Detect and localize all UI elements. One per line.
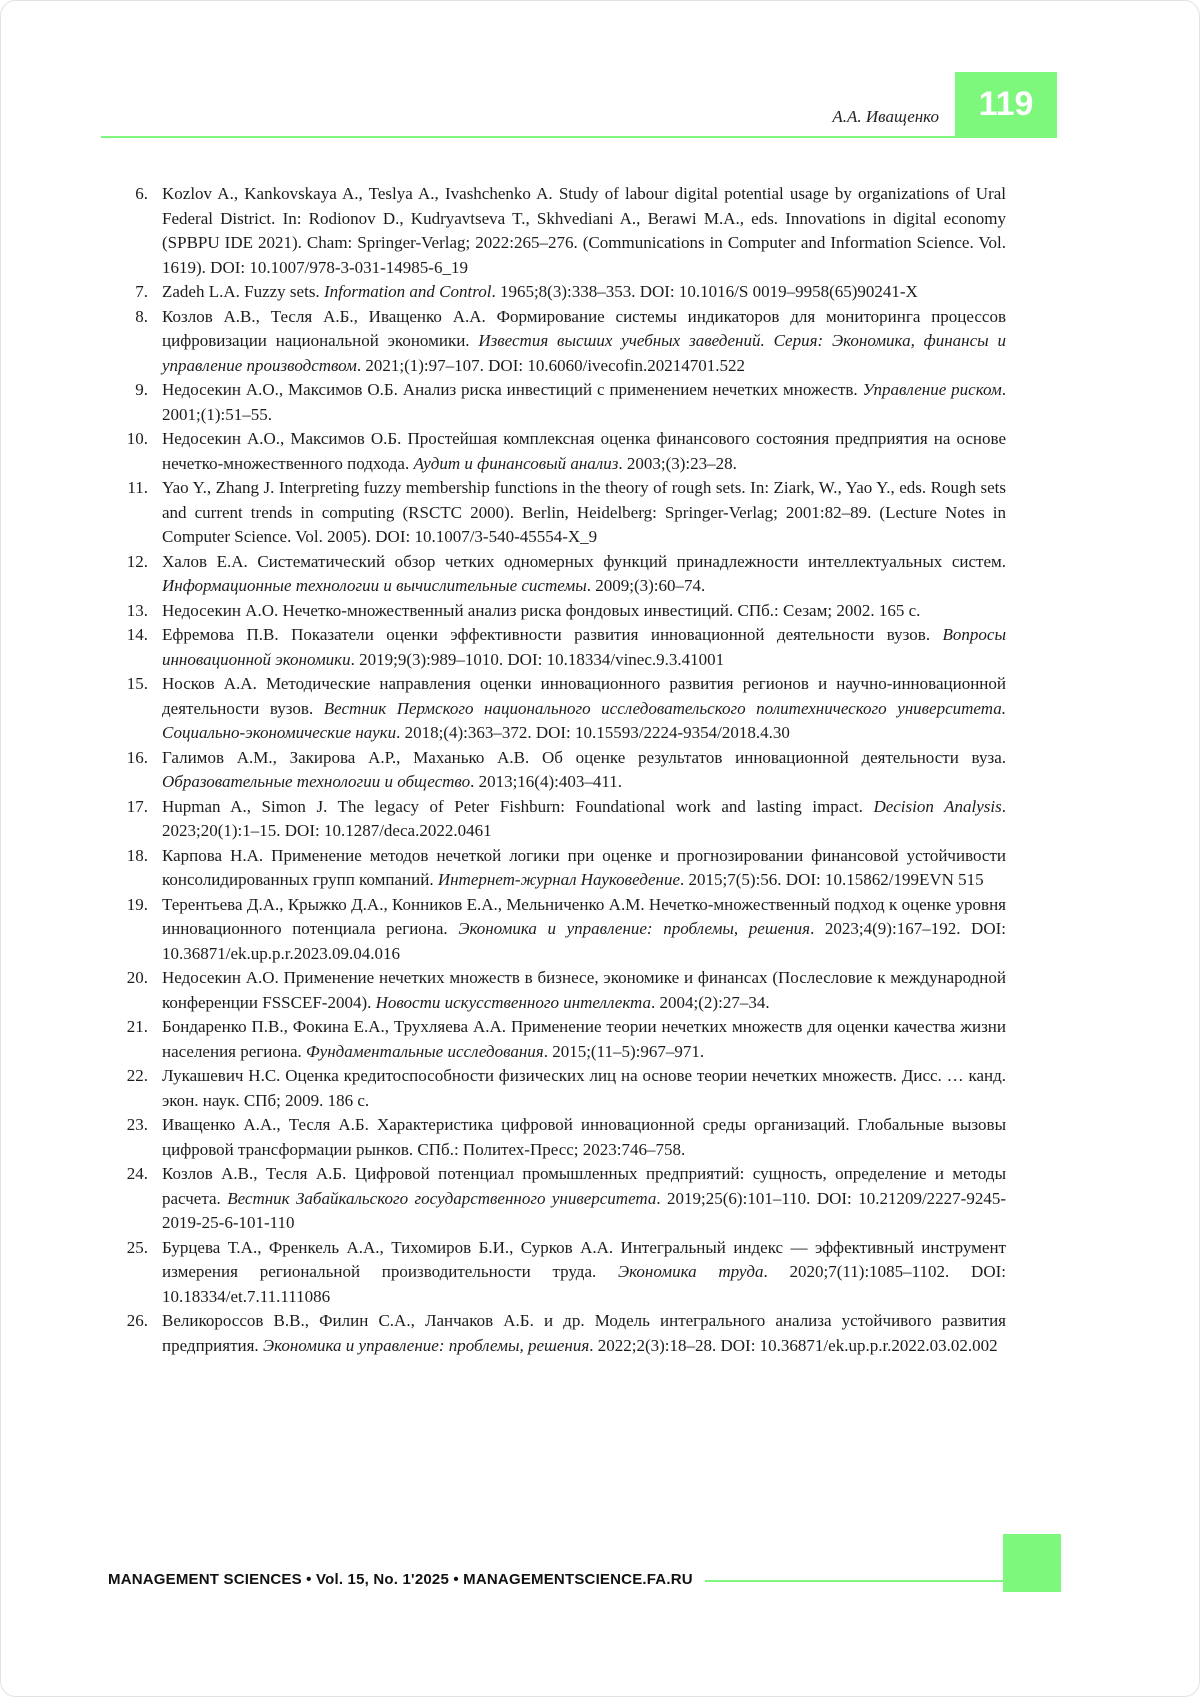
reference-number: 12. (126, 551, 148, 571)
reference-item (108, 893, 1006, 967)
reference-item (108, 378, 1006, 427)
reference-item (108, 1309, 1006, 1358)
reference-text: Галимов А.М., Закирова А.Р., Маханько А.В. Об оценке результатов инновационной деятельности вуза. Образовательные технологии и общество. 2013;16(4):403–411. (162, 747, 1006, 791)
reference-number: 8. (135, 306, 148, 326)
reference-text: Недосекин А.О., Максимов О.Б. Простейшая комплексная оценка финансового состояния предприятия на основе нечетко-множественного подхода. Аудит и финансовый анализ. 2003;(3):23–28. (162, 429, 1006, 473)
reference-number: 14. (126, 625, 148, 644)
reference-text: Козлов А.В., Тесля А.Б. Цифровой потенциал промышленных предприятий: сущность, определение и методы расчета. Вестник Забайкальского государственного университета. 2019;25(6):101–110. DOI: 10.21209/2227-9245-2019-25-6-101-110 (162, 1164, 1006, 1232)
page-number-badge: 119 (955, 72, 1057, 136)
reference-item (108, 1162, 1006, 1236)
reference-item (108, 966, 1006, 1015)
reference-text: Иващенко А.А., Тесля А.Б. Характеристика цифровой инновационной среды организаций. Глобальные вызовы цифровой трансформации рынков. СПб.: Политех-Пресс; 2023:746–758. (162, 1115, 1006, 1159)
reference-item (108, 1113, 1006, 1162)
reference-item (108, 599, 1006, 624)
reference-text: Бондаренко П.В., Фокина Е.А., Трухляева А.А. Применение теории нечетких множеств для оценки качества жизни населения региона. Фундаментальные исследования. 2015;(11–5):967–971. (162, 1017, 1006, 1061)
reference-text: Yao Y., Zhang J. Interpreting fuzzy membership functions in the theory of rough sets. In: Ziark, W., Yao Y., eds. Rough sets and current trends in computing (RSCTC 2000). Berlin, Heidelberg: Springer-Verlag; 2001:82–89. (Lecture Notes in Computer Science. Vol. 2005). DOI: 10.1007/3-540-45554-X_9 (162, 478, 1006, 546)
reference-number: 10. (126, 429, 148, 448)
reference-number: 22. (126, 1066, 148, 1085)
reference-item (108, 844, 1006, 893)
reference-text: Великороссов В.В., Филин С.А., Ланчаков А.Б. и др. Модель интегрального анализа устойчивого развития предприятия. Экономика и управление: проблемы, решения. 2022;2(3):18–28. DOI: 10.36871/ek.up.p.r.2022.03.02.002 (162, 1311, 1006, 1355)
reference-number: 23. (126, 1115, 148, 1134)
reference-text: Kozlov A., Kankovskaya A., Teslya A., Ivashchenko A. Study of labour digital potential usage by organizations of Ural Federal District. In: Rodionov D., Kudryavtseva T., Skhvediani A., Berawi M.A., eds. Innovations in digital economy (SPBPU IDE 2021). Cham: Springer-Verlag; 2022:265–276. (Communications in Computer and Information Science. Vol. 1619). DOI: 10.1007/978-3-031-14985-6_19 (162, 184, 1006, 277)
reference-text: Терентьева Д.А., Крыжко Д.А., Конников Е.А., Мельниченко А.М. Нечетко-множественный подход к оценке уровня инновационного потенциала региона. Экономика и управление: проблемы, решения. 2023;4(9):167–192. DOI: 10.36871/ek.up.p.r.2023.09.04.016 (162, 894, 1006, 963)
reference-text: Zadeh L.A. Fuzzy sets. Information and Control. 1965;8(3):338–353. DOI: 10.1016/S 0019–9958(65)90241-X (162, 282, 918, 301)
reference-text: Бурцева Т.А., Френкель А.А., Тихомиров Б.И., Сурков А.А. Интегральный индекс — эффективный инструмент измерения региональной производительности труда. Экономика труда. 2020;7(11):1085–1102. DOI: 10.18334/et.7.11.111086 (162, 1237, 1006, 1306)
reference-number: 6. (135, 184, 148, 203)
footer-journal-info: MANAGEMENT SCIENCES • Vol. 15, No. 1'2025 • MANAGEMENTSCIENCE.FA.RU (108, 1571, 693, 1588)
reference-number: 20. (126, 968, 148, 987)
reference-item (108, 1064, 1006, 1113)
reference-text: Ефремова П.В. Показатели оценки эффективности развития инновационной деятельности вузов. Вопросы инновационной экономики. 2019;9(3):989–1010. DOI: 10.18334/vinec.9.3.41001 (162, 625, 1006, 669)
reference-number: 13. (126, 600, 148, 620)
reference-text: Халов Е.А. Систематический обзор четких одномерных функций принадлежности интеллектуальных систем. Информационные технологии и вычислительные системы. 2009;(3):60–74. (162, 551, 1006, 595)
reference-text: Карпова Н.А. Применение методов нечеткой логики при оценке и прогнозировании финансовой устойчивости консолидированных групп компаний. Интернет-журнал Науковедение. 2015;7(5):56. DOI: 10.15862/199EVN 515 (162, 845, 1006, 889)
reference-item (108, 1236, 1006, 1310)
reference-text: Hupman A., Simon J. The legacy of Peter Fishburn: Foundational work and lasting impact. Decision Analysis. 2023;20(1):1–15. DOI: 10.1287/deca.2022.0461 (162, 796, 1006, 840)
reference-item (108, 746, 1006, 795)
reference-text: Носков А.А. Методические направления оценки инновационного развития регионов и научно-инновационной деятельности вузов. Вестник Пермского национального исследовательского политехнического университета. Социально-экономические науки. 2018;(4):363–372. DOI: 10.15593/2224-9354/2018.4.30 (162, 674, 1006, 742)
reference-number: 24. (126, 1164, 148, 1183)
reference-text: Недосекин А.О., Максимов О.Б. Анализ риска инвестиций с применением нечетких множеств. Управление риском. 2001;(1):51–55. (162, 380, 1006, 424)
page-header (101, 1, 1057, 138)
page-footer (108, 1534, 1061, 1592)
reference-item (108, 550, 1006, 599)
reference-text: Козлов А.В., Тесля А.Б., Иващенко А.А. Формирование системы индикаторов для мониторинга процессов цифровизации национальной экономики. Известия высших учебных заведений. Серия: Экономика, финансы и управление производством. 2021;(1):97–107. DOI: 10.6060/ivecofin.20214701.522 (162, 306, 1006, 375)
reference-number: 26. (126, 1311, 148, 1330)
reference-item (108, 476, 1006, 550)
reference-number: 7. (135, 282, 148, 301)
reference-text: Недосекин А.О. Нечетко-множественный анализ риска фондовых инвестиций. СПб.: Сезам; 2002. 165 с. (162, 600, 921, 620)
reference-number: 16. (126, 747, 148, 767)
reference-item (108, 1015, 1006, 1064)
reference-number: 15. (126, 674, 148, 693)
reference-number: 9. (135, 380, 148, 399)
reference-number: 11. (127, 478, 148, 497)
reference-item (108, 795, 1006, 844)
reference-item (108, 672, 1006, 746)
reference-number: 21. (126, 1017, 148, 1036)
reference-list (108, 182, 1006, 1358)
reference-item (108, 427, 1006, 476)
reference-item (108, 623, 1006, 672)
green-corner-square (1003, 1534, 1061, 1592)
reference-item (108, 305, 1006, 379)
reference-item (108, 182, 1006, 280)
reference-item (108, 280, 1006, 305)
header-author: А.А. Иващенко (832, 107, 939, 126)
footer-rule (705, 1580, 1003, 1582)
reference-number: 25. (126, 1237, 148, 1257)
reference-text: Лукашевич Н.С. Оценка кредитоспособности физических лиц на основе теории нечетких множеств. Дисс. … канд. экон. наук. СПб; 2009. 186 с. (162, 1066, 1006, 1110)
reference-number: 17. (126, 796, 148, 816)
reference-number: 19. (126, 894, 148, 914)
reference-number: 18. (126, 845, 148, 865)
reference-text: Недосекин А.О. Применение нечетких множеств в бизнесе, экономике и финансах (Послесловие к международной конференции FSSCEF-2004). Новости искусственного интеллекта. 2004;(2):27–34. (162, 968, 1006, 1012)
